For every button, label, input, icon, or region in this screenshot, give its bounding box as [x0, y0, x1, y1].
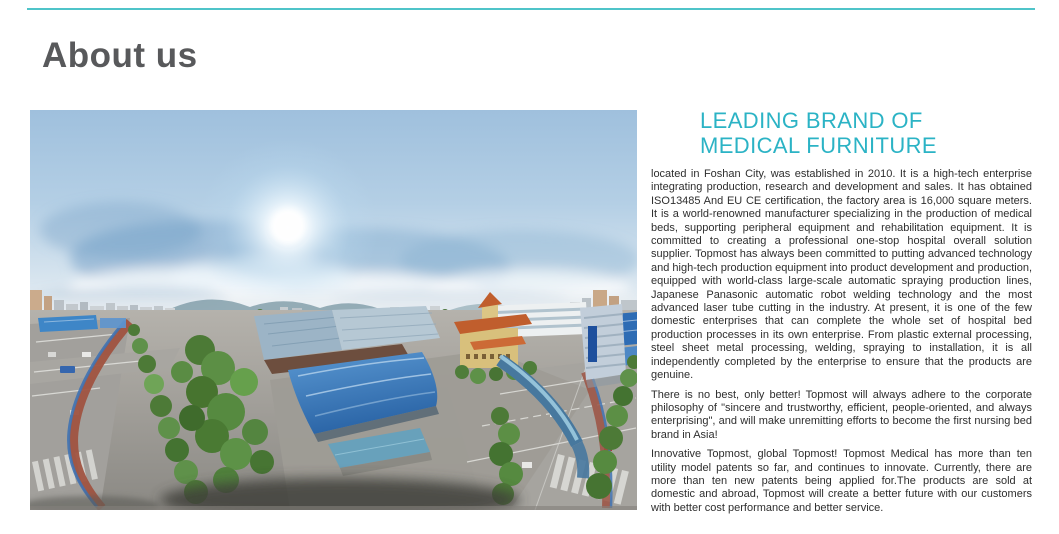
factory-panorama-photo	[30, 110, 637, 510]
blue-sign	[588, 326, 597, 362]
headline-line-1: LEADING BRAND OF	[700, 108, 923, 133]
about-text-column	[651, 108, 1032, 521]
factory-panorama-illustration	[30, 110, 637, 510]
sky	[30, 110, 637, 318]
top-divider-rule	[27, 8, 1035, 10]
headline-line-2: MEDICAL FURNITURE	[700, 133, 937, 158]
page-title: About us	[42, 36, 198, 75]
about-paragraphs	[651, 168, 1032, 515]
about-paragraph-2: There is no best, only better! Topmost will always adhere to the corporate philosophy of "sincere and trustworthy, efficient, people-oriented, and always enterprising", and will make unremitting efforts to become the first nursing bed brand in Asia!	[651, 388, 1032, 441]
about-paragraph-1: located in Foshan City, was established in 2010. It is a high-tech enterprise integrating production, research and development and sales. It has obtained ISO13485 And EU CE certification, the factory area is 16,000 square meters. It is a world-renowned manufacturer specializing in the production of medical beds, supporting peripheral equipment and rehabilitation equipment. It is committed to creating a professional one-stop hospital overall solution supplier. Topmost has always been committed to putting advanced technology and high-tech production equipment into product development and production, equipped with world-class large-scale automatic spraying production lines, Japanese Panasonic automatic robot welding technology and the most advanced laser tube cutting in the industry. At present, it is one of the few domestic enterprises that can complete the whole set of hospital bed production processes in its own enterprise. From plastic external processing, steel sheet metal processing, welding, spraying to installation, it is all independently completed by the enterprise to ensure that the products are genuine.	[651, 168, 1032, 382]
sun-glare	[198, 138, 378, 318]
section-headline	[700, 108, 1032, 158]
about-paragraph-3: Innovative Topmost, global Topmost! Topmost Medical has more than ten utility model patents so far, and continues to innovate. Currently, there are more than ten new patents being applied for.The products are sold at domestic and abroad, Topmost will create a better future with our customers with better cost performance and better service.	[651, 448, 1032, 514]
